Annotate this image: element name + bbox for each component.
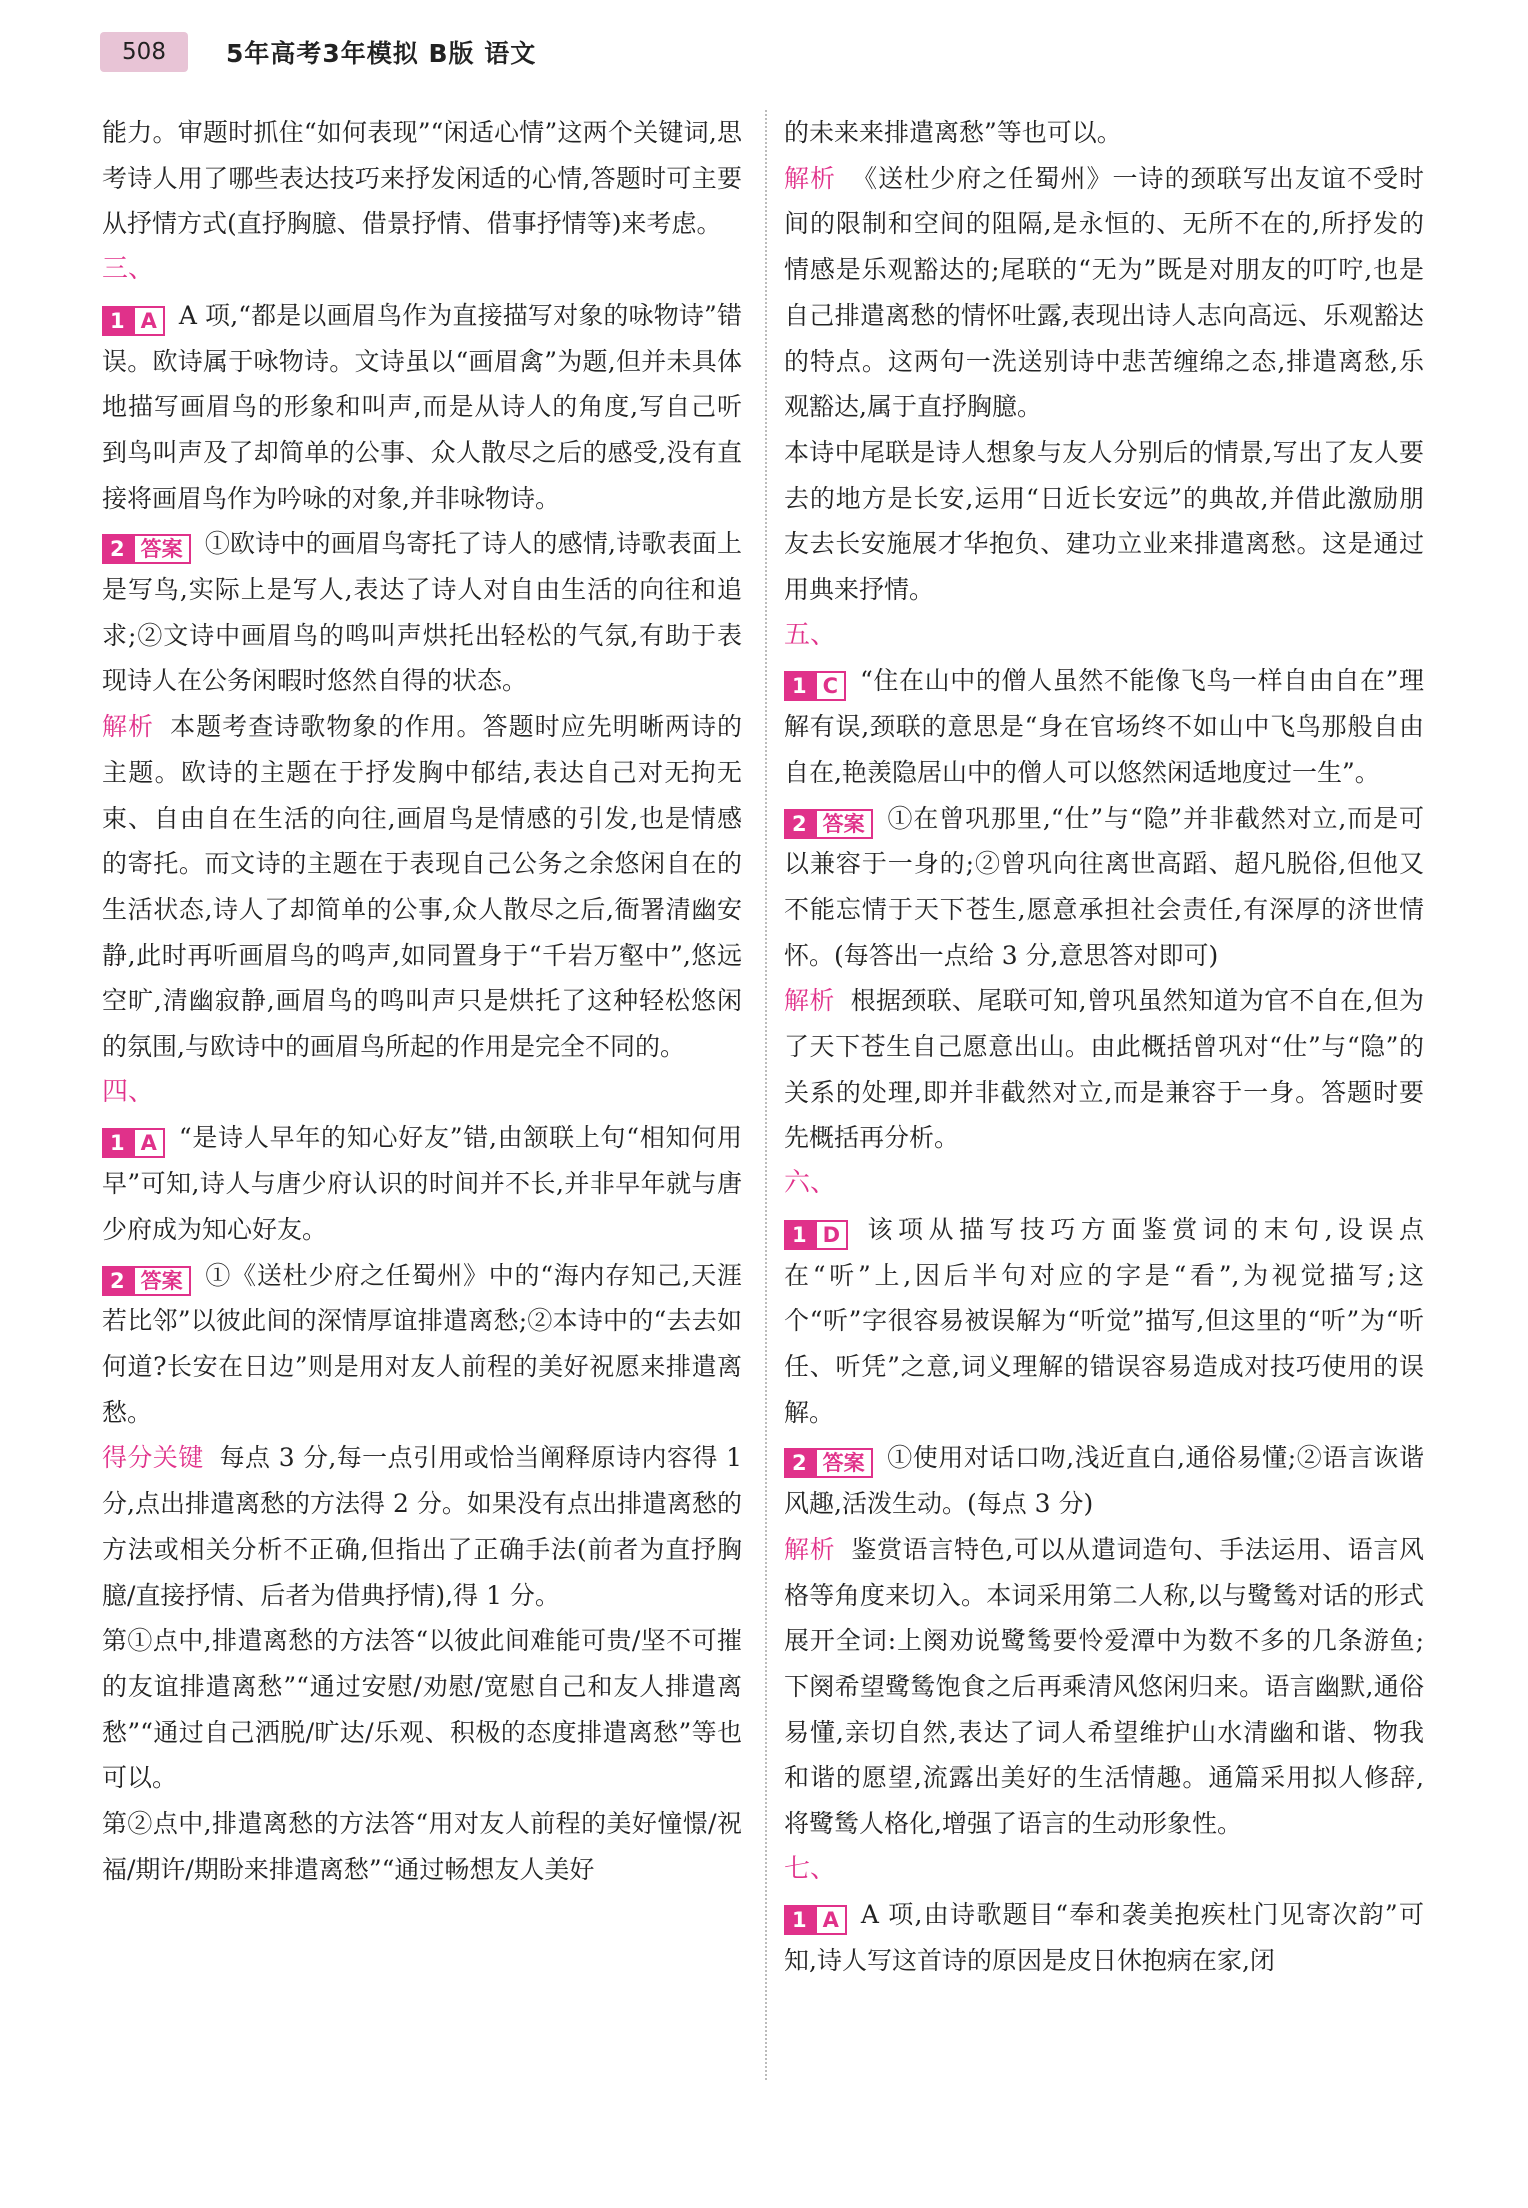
analysis-label: 解析 xyxy=(784,163,837,193)
question-badge: 2 答案 xyxy=(784,809,873,839)
paragraph: 本诗中尾联是诗人想象与友人分别后的情景,写出了友人要去的地方是长安,运用“日近长安远”的典故,并借此激励朋友去长安施展才华抱负、建功立业来排遣离愁。这是通过用典来抒情。 xyxy=(784,437,1424,605)
scoring-key: 得分关键 每点 3 分,每一点引用或恰当阐释原诗内容得 1 分,点出排遣离愁的方法得 2 分。如果没有点出排遣离愁的方法或相关分析不正确,但指出了正确手法(前者为直抒胸臆/直接抒情、后者为借典抒情),得 1 分。 xyxy=(102,1443,742,1610)
analysis-label: 解析 xyxy=(102,712,155,742)
analysis-label: 解析 xyxy=(784,1534,836,1564)
answer-item: 2 答案 ①欧诗中的画眉鸟寄托了诗人的感情,诗歌表面上是写鸟,实际上是写人,表达了诗人对自由生活的向往和追求;②文诗中画眉鸟的鸣叫声烘托出轻松的气氛,有助于表现诗人在公务闲暇时悠然自得的状态。 xyxy=(102,529,742,696)
analysis: 解析 根据颈联、尾联可知,曾巩虽然知道为官不自在,但为了天下苍生自己愿意出山。由此概括曾巩对“仕”与“隐”的关系的处理,即并非截然对立,而是兼容于一身。答题时要先概括再分析。 xyxy=(784,986,1424,1153)
answer-item: 2 答案 ①在曾巩那里,“仕”与“隐”并非截然对立,而是可以兼容于一身的;②曾巩向往离世高蹈、超凡脱俗,但他又不能忘情于天下苍生,愿意承担社会责任,有深厚的济世情怀。(每答出一点给 3 分,意思答对即可) xyxy=(784,803,1424,970)
right-column xyxy=(784,110,1424,1984)
section-heading: 五、 xyxy=(784,619,837,650)
analysis: 解析 《送杜少府之任蜀州》一诗的颈联写出友谊不受时间的限制和空间的阻隔,是永恒的、无所不在的,所抒发的情感是乐观豁达的;尾联的“无为”既是对朋友的叮咛,也是自己排遣离愁的情怀吐露,表现出诗人志向高远、乐观豁达的特点。这两句一洗送别诗中悲苦缠绵之态,排遣离愁,乐观豁达,属于直抒胸臆。 xyxy=(784,163,1424,422)
question-badge: 1 A xyxy=(102,306,165,336)
section-heading: 三、 xyxy=(102,254,155,285)
answer-item: 1 C “住在山中的僧人虽然不能像飞鸟一样自由自在”理解有误,颈联的意思是“身在官场终不如山中飞鸟那般自由自在,艳羡隐居山中的僧人可以悠然闲适地度过一生”。 xyxy=(784,666,1424,787)
answer-item: 2 答案 ①使用对话口吻,浅近直白,通俗易懂;②语言诙谐风趣,活泼生动。(每点 3 分) xyxy=(784,1443,1424,1519)
question-badge: 1 A xyxy=(102,1128,165,1158)
analysis: 解析 鉴赏语言特色,可以从遣词造句、手法运用、语言风格等角度来切入。本词采用第二人称,以与鹭鸶对话的形式展开全词:上阕劝说鹭鸶要怜爱潭中为数不多的几条游鱼;下阕希望鹭鸶饱食之后再乘清风悠闲归来。语言幽默,通俗易懂,亲切自然,表达了词人希望维护山水清幽和谐、物我和谐的愿望,流露出美好的生活情趣。通篇采用拟人修辞,将鹭鸶人格化,增强了语言的生动形象性。 xyxy=(784,1534,1424,1839)
paragraph: 能力。审题时抓住“如何表现”“闲适心情”这两个关键词,思考诗人用了哪些表达技巧来抒发闲适的心情,答题时可主要从抒情方式(直抒胸臆、借景抒情、借事抒情等)来考虑。 xyxy=(102,118,742,239)
paragraph: 的未来来排遣离愁”等也可以。 xyxy=(784,118,1122,147)
answer-item: 2 答案 ①《送杜少府之任蜀州》中的“海内存知己,天涯若比邻”以彼此间的深情厚谊排遣离愁;②本诗中的“去去如何道?长安在日边”则是用对友人前程的美好祝愿来排遣离愁。 xyxy=(102,1260,742,1427)
answer-item: 1 A A 项,“都是以画眉鸟作为直接描写对象的咏物诗”错误。欧诗属于咏物诗。文诗虽以“画眉禽”为题,但并未具体地描写画眉鸟的形象和叫声,而是从诗人的角度,写自己听到鸟叫声及了却简单的公事、众人散尽之后的感受,没有直接将画眉鸟作为吟咏的对象,并非咏物诗。 xyxy=(102,300,742,513)
answer-item: 1 A “是诗人早年的知心好友”错,由颔联上句“相知何用早”可知,诗人与唐少府认识的时间并不长,并非早年就与唐少府成为知心好友。 xyxy=(102,1123,742,1244)
paragraph: 第②点中,排遣离愁的方法答“用对友人前程的美好憧憬/祝福/期许/期盼来排遣离愁”“通过畅想友人美好 xyxy=(102,1809,742,1884)
scoring-key-label: 得分关键 xyxy=(102,1443,204,1473)
column-divider xyxy=(765,110,767,2080)
question-badge: 2 答案 xyxy=(102,1266,191,1296)
analysis-label: 解析 xyxy=(784,986,835,1016)
left-column xyxy=(102,110,742,1892)
answer-item: 1 A A 项,由诗歌题目“奉和袭美抱疾杜门见寄次韵”可知,诗人写这首诗的原因是皮日休抱病在家,闭 xyxy=(784,1900,1424,1976)
question-badge: 1 C xyxy=(784,671,846,701)
book-title: 5年高考3年模拟 B版 语文 xyxy=(226,39,537,68)
page-header xyxy=(0,0,1528,80)
paragraph: 第①点中,排遣离愁的方法答“以彼此间难能可贵/坚不可摧的友谊排遣离愁”“通过安慰/劝慰/宽慰自己和友人排遣离愁”“通过自己洒脱/旷达/乐观、积极的态度排遣离愁”等也可以。 xyxy=(102,1626,742,1793)
question-badge: 2 答案 xyxy=(102,534,191,564)
answer-item: 1 D 该项从描写技巧方面鉴赏词的末句,设误点在“听”上,因后半句对应的字是“看”,为视觉描写;这个“听”字很容易被误解为“听觉”描写,但这里的“听”为“听任、听凭”之意,词义理解的错误容易造成对技巧使用的误解。 xyxy=(784,1214,1424,1427)
section-heading: 四、 xyxy=(102,1076,155,1107)
question-badge: 1 D xyxy=(784,1220,848,1250)
question-badge: 1 A xyxy=(784,1905,847,1935)
page-number: 508 xyxy=(100,32,188,72)
analysis: 解析 本题考查诗歌物象的作用。答题时应先明晰两诗的主题。欧诗的主题在于抒发胸中郁结,表达自己对无拘无束、自由自在生活的向往,画眉鸟是情感的引发,也是情感的寄托。而文诗的主题在于表现自己公务之余悠闲自在的生活状态,诗人了却简单的公事,众人散尽之后,衙署清幽安静,此时再听画眉鸟的鸣声,如同置身于“千岩万壑中”,悠远空旷,清幽寂静,画眉鸟的鸣叫声只是烘托了这种轻松悠闲的氛围,与欧诗中的画眉鸟所起的作用是完全不同的。 xyxy=(102,712,742,1062)
section-heading: 六、 xyxy=(784,1168,837,1199)
question-badge: 2 答案 xyxy=(784,1448,873,1478)
section-heading: 七、 xyxy=(784,1853,837,1884)
